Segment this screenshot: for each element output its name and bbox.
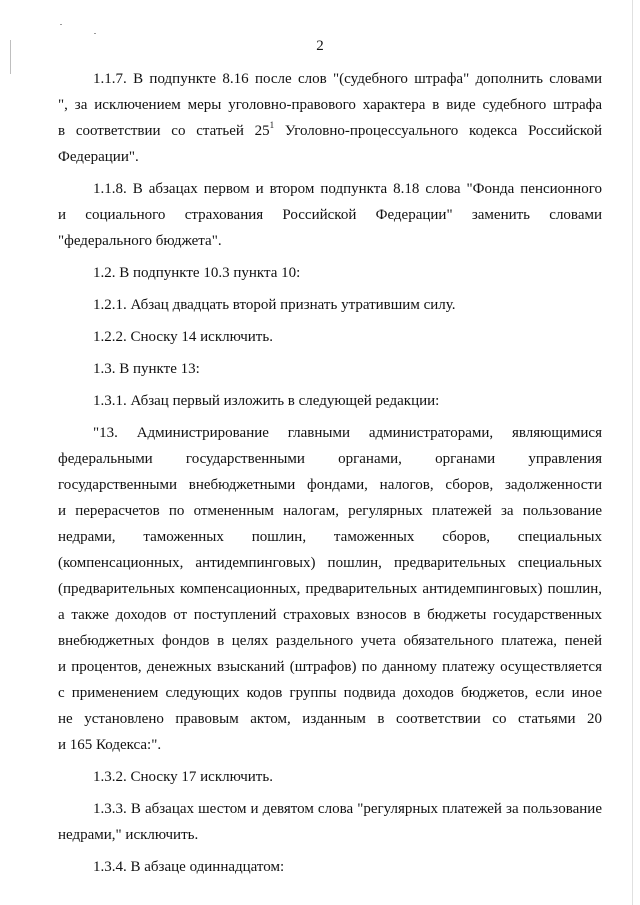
paragraph-1-1-8 (58, 176, 602, 254)
text-line: внебюджетных фондов в целях раздельного учета обязательного платежа, пеней (58, 633, 602, 649)
text-line: 1.3.1. Абзац первый изложить в следующей редакции: (93, 393, 440, 409)
text-line: 1.1.7. В подпункте 8.16 после слов "(судебного штрафа" дополнить словами (93, 71, 602, 87)
text-line: "13. Администрирование главными администраторами, являющимися (93, 425, 602, 441)
text-line: не установлено правовым актом, изданным в соответствии со статьями 20 (58, 711, 602, 727)
text-line: (предварительных компенсационных, предварительных антидемпинговых) пошлин, (58, 581, 602, 597)
paragraph-1-3 (58, 356, 602, 382)
text-line: и перерасчетов по отмененным налогам, регулярных платежей за пользование (58, 503, 602, 519)
text-line: федеральными государственными органами, органами управления (58, 451, 602, 467)
text-line: и социального страхования Российской Федерации" заменить словами (58, 207, 602, 223)
scan-speck (94, 33, 96, 34)
text-line: а также доходов от поступлений страховых взносов в бюджеты государственных (58, 607, 602, 623)
text-line: 1.2.1. Абзац двадцать второй признать утратившим силу. (93, 297, 456, 313)
text-line: и процентов, денежных взысканий (штрафов) по данному платежу осуществляется (58, 659, 602, 675)
page-number: 2 (316, 38, 324, 54)
text-line: "федерального бюджета". (58, 233, 222, 249)
document-body (58, 66, 602, 886)
text-line: 1.3.2. Сноску 17 исключить. (93, 769, 273, 785)
text-line: недрами, таможенных пошлин, таможенных сборов, специальных (58, 529, 602, 545)
paragraph-1-3-1 (58, 388, 602, 414)
text-line: недрами," исключить. (58, 827, 199, 843)
footnote-superscript: 1 (269, 120, 275, 130)
text-line: 1.3.3. В абзацах шестом и девятом слова "регулярных платежей за пользование (93, 801, 602, 817)
text-line: и 165 Кодекса:". (58, 737, 162, 753)
text-line: Федерации". (58, 149, 139, 165)
text-line-part: Уголовно-процессуального кодекса Российской (274, 123, 602, 139)
text-line: 1.1.8. В абзацах первом и втором подпункта 8.18 слова "Фонда пенсионного (93, 181, 602, 197)
paragraph-1-3-2 (58, 764, 602, 790)
text-line: (компенсационных, антидемпинговых) пошлин, предварительных специальных (58, 555, 602, 571)
text-line: ", за исключением меры уголовно-правового характера в виде судебного штрафа (58, 97, 602, 113)
paragraph-1-3-4 (58, 854, 602, 880)
scan-right-border (632, 0, 633, 905)
paragraph-1-2-2 (58, 324, 602, 350)
text-line: 1.3.4. В абзаце одиннадцатом: (93, 859, 285, 875)
text-line (58, 118, 602, 144)
text-line: 1.2. В подпункте 10.3 пункта 10: (93, 265, 301, 281)
scan-speck (60, 24, 62, 25)
text-line: государственными внебюджетными фондами, налогов, сборов, задолженности (58, 477, 602, 493)
paragraph-1-3-3 (58, 796, 602, 848)
paragraph-1-2 (58, 260, 602, 286)
paragraph-1-2-1 (58, 292, 602, 318)
paragraph-1-1-7 (58, 66, 602, 170)
text-line: 1.2.2. Сноску 14 исключить. (93, 329, 273, 345)
text-line-part: в соответствии со статьей 25 (58, 123, 270, 139)
text-line: с применением следующих кодов группы подвида доходов бюджетов, если иное (58, 685, 602, 701)
paragraph-item-13-quote (58, 420, 602, 758)
text-line: 1.3. В пункте 13: (93, 361, 200, 377)
